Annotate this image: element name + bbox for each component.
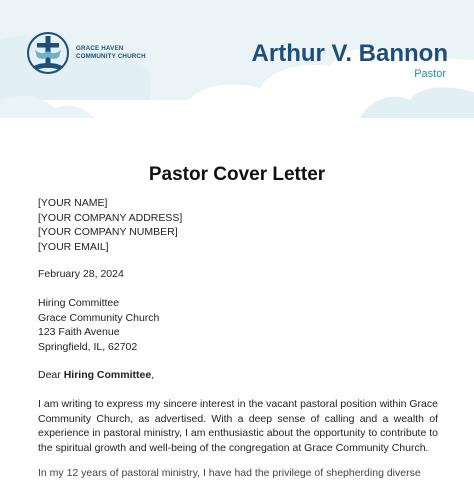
- paragraph-line: I am writing to express my sincere interest in the vacant pastoral position within Grace: [38, 398, 438, 410]
- greeting: [38, 368, 438, 383]
- sender-role: Pastor: [414, 68, 446, 80]
- sender-email: [YOUR EMAIL]: [38, 240, 109, 253]
- sender-block: [38, 196, 438, 254]
- greeting-prefix: Dear: [38, 369, 64, 381]
- recipient-block: [38, 296, 438, 354]
- paragraph-line: the spiritual growth and well-being of the congregation at Grace Community Church.: [38, 441, 429, 454]
- recipient-organization: Grace Community Church: [38, 311, 160, 324]
- recipient-street: 123 Faith Avenue: [38, 326, 120, 339]
- greeting-name: Hiring Committee: [63, 369, 152, 381]
- letter-date: February 28, 2024: [38, 268, 124, 280]
- greeting-suffix: ,: [151, 369, 155, 381]
- cross-logo-icon: [26, 30, 70, 76]
- paragraph-line: Community Church, as advertised. With a deep sense of calling and a wealth of: [38, 412, 438, 425]
- sender-name-heading: Arthur V. Bannon: [251, 40, 448, 67]
- logo-text-line2: COMMUNITY CHURCH: [76, 53, 146, 60]
- sender-number: [YOUR COMPANY NUMBER]: [38, 226, 178, 239]
- paragraph-experience: In my 12 years of pastoral ministry, I have had the privilege of shepherding diverse: [38, 467, 421, 479]
- recipient-city: Springfield, IL, 62702: [38, 340, 138, 353]
- document-title: Pastor Cover Letter: [148, 164, 326, 185]
- sender-address: [YOUR COMPANY ADDRESS]: [38, 211, 183, 224]
- recipient-name: Hiring Committee: [38, 297, 120, 309]
- sender-name: [YOUR NAME]: [38, 197, 108, 209]
- letterhead: [0, 0, 474, 118]
- church-logo: [26, 30, 146, 76]
- paragraph-line: experience in pastoral ministry, I am enthusiastic about the opportunity to contribute to: [38, 427, 438, 440]
- paragraph-intro: [38, 397, 438, 455]
- logo-text-line1: GRACE HAVEN: [76, 45, 124, 52]
